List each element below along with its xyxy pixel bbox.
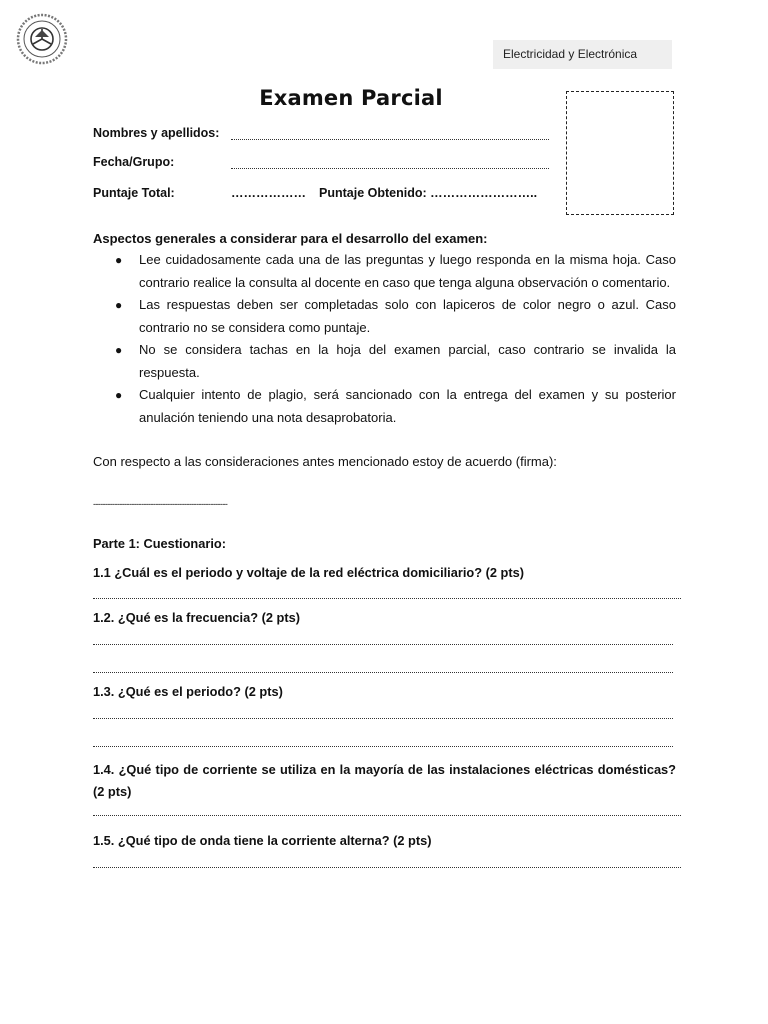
answer-line[interactable] [93, 718, 673, 719]
list-item: ● No se considera tachas en la hoja del examen parcial, caso contrario se invalida la respuesta. [93, 339, 676, 384]
instructions-list [93, 249, 676, 429]
university-seal-logo [16, 13, 68, 65]
answer-line[interactable] [93, 672, 673, 673]
question-1-2: 1.2. ¿Qué es la frecuencia? (2 pts) [93, 610, 300, 625]
answer-line[interactable] [93, 746, 673, 747]
course-tag: Electricidad y Electrónica [493, 40, 672, 69]
question-1-3: 1.3. ¿Qué es el periodo? (2 pts) [93, 684, 283, 699]
signature-line[interactable]: -------------------------------------------------------- [93, 499, 228, 509]
answer-line[interactable] [93, 815, 681, 816]
instructions-heading: Aspectos generales a considerar para el desarrollo del examen: [93, 231, 488, 246]
list-item: ● Las respuestas deben ser completadas solo con lapiceros de color negro o azul. Caso contrario no se considera como puntaje. [93, 294, 676, 339]
question-1-1: 1.1 ¿Cuál es el periodo y voltaje de la red eléctrica domiciliario? (2 pts) [93, 565, 524, 580]
part1-heading: Parte 1: Cuestionario: [93, 536, 226, 551]
photo-box [566, 91, 674, 215]
total-score-field[interactable]: ……………… [231, 186, 306, 200]
total-score-label: Puntaje Total: [93, 186, 175, 200]
bullet-dot-icon: ● [115, 298, 123, 312]
bullet-dot-icon: ● [115, 388, 123, 402]
list-item: ● Lee cuidadosamente cada una de las preguntas y luego responda en la misma hoja. Caso contrario realice la consulta al docente en caso que tenga alguna observación o comentario. [93, 249, 676, 294]
question-1-5: 1.5. ¿Qué tipo de onda tiene la corriente alterna? (2 pts) [93, 833, 432, 848]
obtained-score-label[interactable]: Puntaje Obtenido: …………………….. [319, 186, 538, 200]
names-field[interactable] [231, 139, 549, 140]
date-group-field[interactable] [231, 168, 549, 169]
list-item: ● Cualquier intento de plagio, será sancionado con la entrega del examen y su posterior anulación teniendo una nota desaprobatoria. [93, 384, 676, 429]
names-label: Nombres y apellidos: [93, 126, 220, 140]
exam-title: Examen Parcial [259, 86, 443, 110]
date-group-label: Fecha/Grupo: [93, 155, 175, 169]
answer-line[interactable] [93, 867, 681, 868]
question-1-4: 1.4. ¿Qué tipo de corriente se utiliza en la mayoría de las instalaciones eléctricas domésticas?(2 pts) [93, 762, 676, 799]
agreement-text: Con respecto a las consideraciones antes mencionado estoy de acuerdo (firma): [93, 454, 557, 469]
answer-line[interactable] [93, 598, 681, 599]
answer-line[interactable] [93, 644, 673, 645]
bullet-dot-icon: ● [115, 343, 123, 357]
bullet-dot-icon: ● [115, 253, 123, 267]
